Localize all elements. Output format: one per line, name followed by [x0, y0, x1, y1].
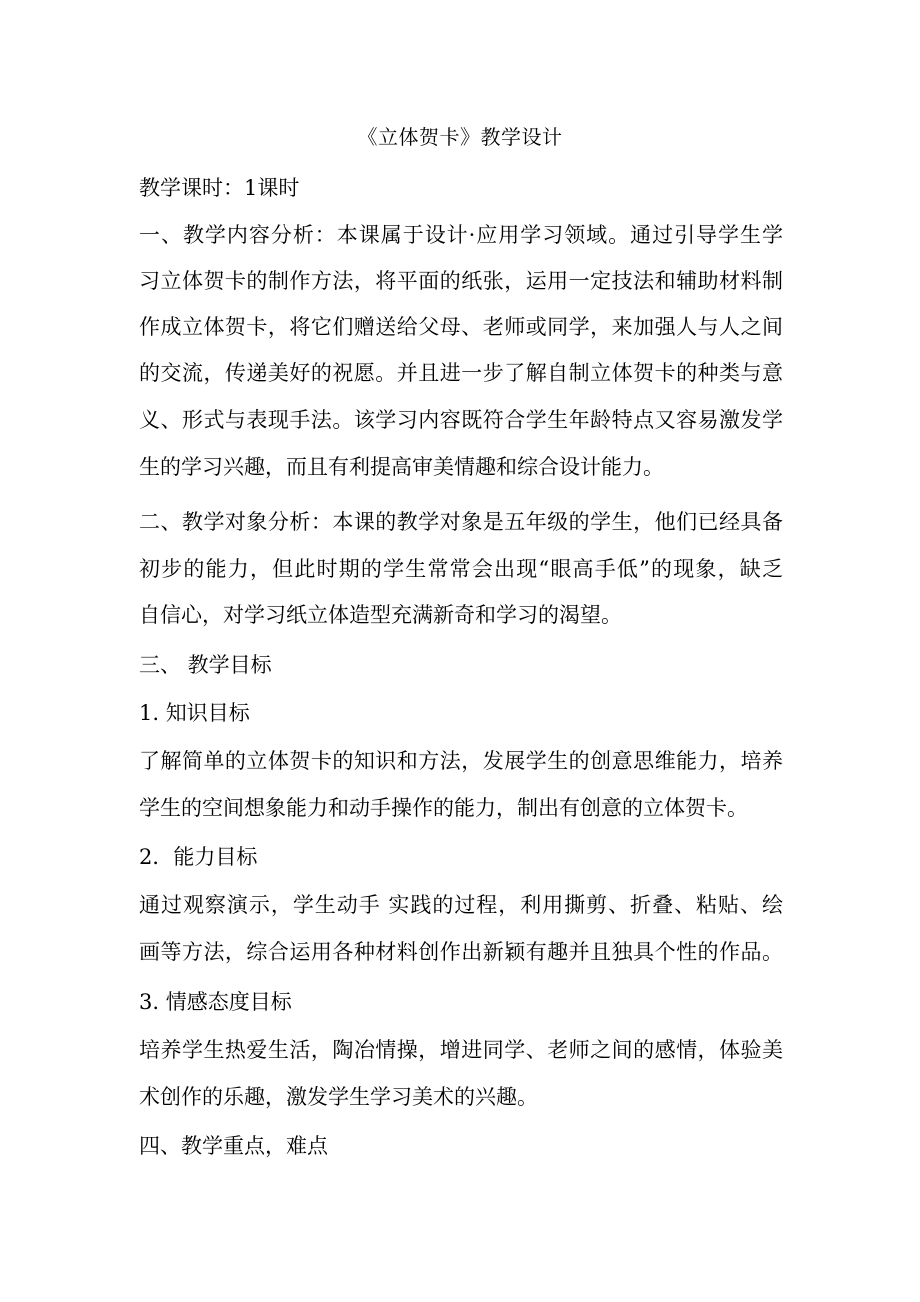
subsection-heading: 1. 知识目标 [139, 701, 250, 725]
subsection-heading: 2．能力目标 [139, 845, 258, 869]
paragraph-line: 通过观察演示，学生动手 实践的过程，利用撕剪、折叠、粘贴、绘 [139, 893, 783, 917]
paragraph-line: 习立体贺卡的制作方法，将平面的纸张，运用一定技法和辅助材料制 [139, 269, 783, 293]
paragraph-line: 义、形式与表现手法。该学习内容既符合学生年龄特点又容易激发学 [139, 408, 783, 432]
paragraph-line: 二、教学对象分析：本课的教学对象是五年级的学生，他们已经具备 [139, 510, 783, 534]
paragraph-line: 的交流，传递美好的祝愿。并且进一步了解自制立体贺卡的种类与意 [139, 361, 783, 385]
paragraph-line: 初步的能力，但此时期的学生常常会出现“眼高手低”的现象，缺乏 [139, 557, 783, 581]
paragraph-line: 学生的空间想象能力和动手操作的能力，制出有创意的立体贺卡。 [139, 796, 748, 820]
paragraph-line: 一、教学内容分析：本课属于设计·应用学习领域。通过引导学生学 [139, 223, 783, 247]
paragraph-line: 术创作的乐趣，激发学生学习美术的兴趣。 [139, 1085, 538, 1109]
section-heading: 三、 教学目标 [139, 653, 272, 677]
subsection-heading: 3. 情感态度目标 [139, 990, 292, 1014]
document-title: 《立体贺卡》教学设计 [357, 125, 563, 149]
section-heading: 四、教学重点，难点 [139, 1134, 328, 1158]
paragraph-line: 了解简单的立体贺卡的知识和方法，发展学生的创意思维能力，培养 [139, 749, 783, 773]
paragraph-line: 画等方法，综合运用各种材料创作出新颖有趣并且独具个性的作品。 [139, 940, 783, 964]
paragraph-line: 培养学生热爱生活，陶冶情操，增进同学、老师之间的感情，体验美 [139, 1038, 783, 1062]
paragraph-line: 作成立体贺卡，将它们赠送给父母、老师或同学，来加强人与人之间 [139, 315, 783, 339]
lesson-hours: 教学课时：1课时 [139, 176, 300, 200]
paragraph-line: 自信心，对学习纸立体造型充满新奇和学习的渴望。 [139, 603, 622, 627]
paragraph-line: 生的学习兴趣，而且有利提高审美情趣和综合设计能力。 [139, 455, 664, 479]
